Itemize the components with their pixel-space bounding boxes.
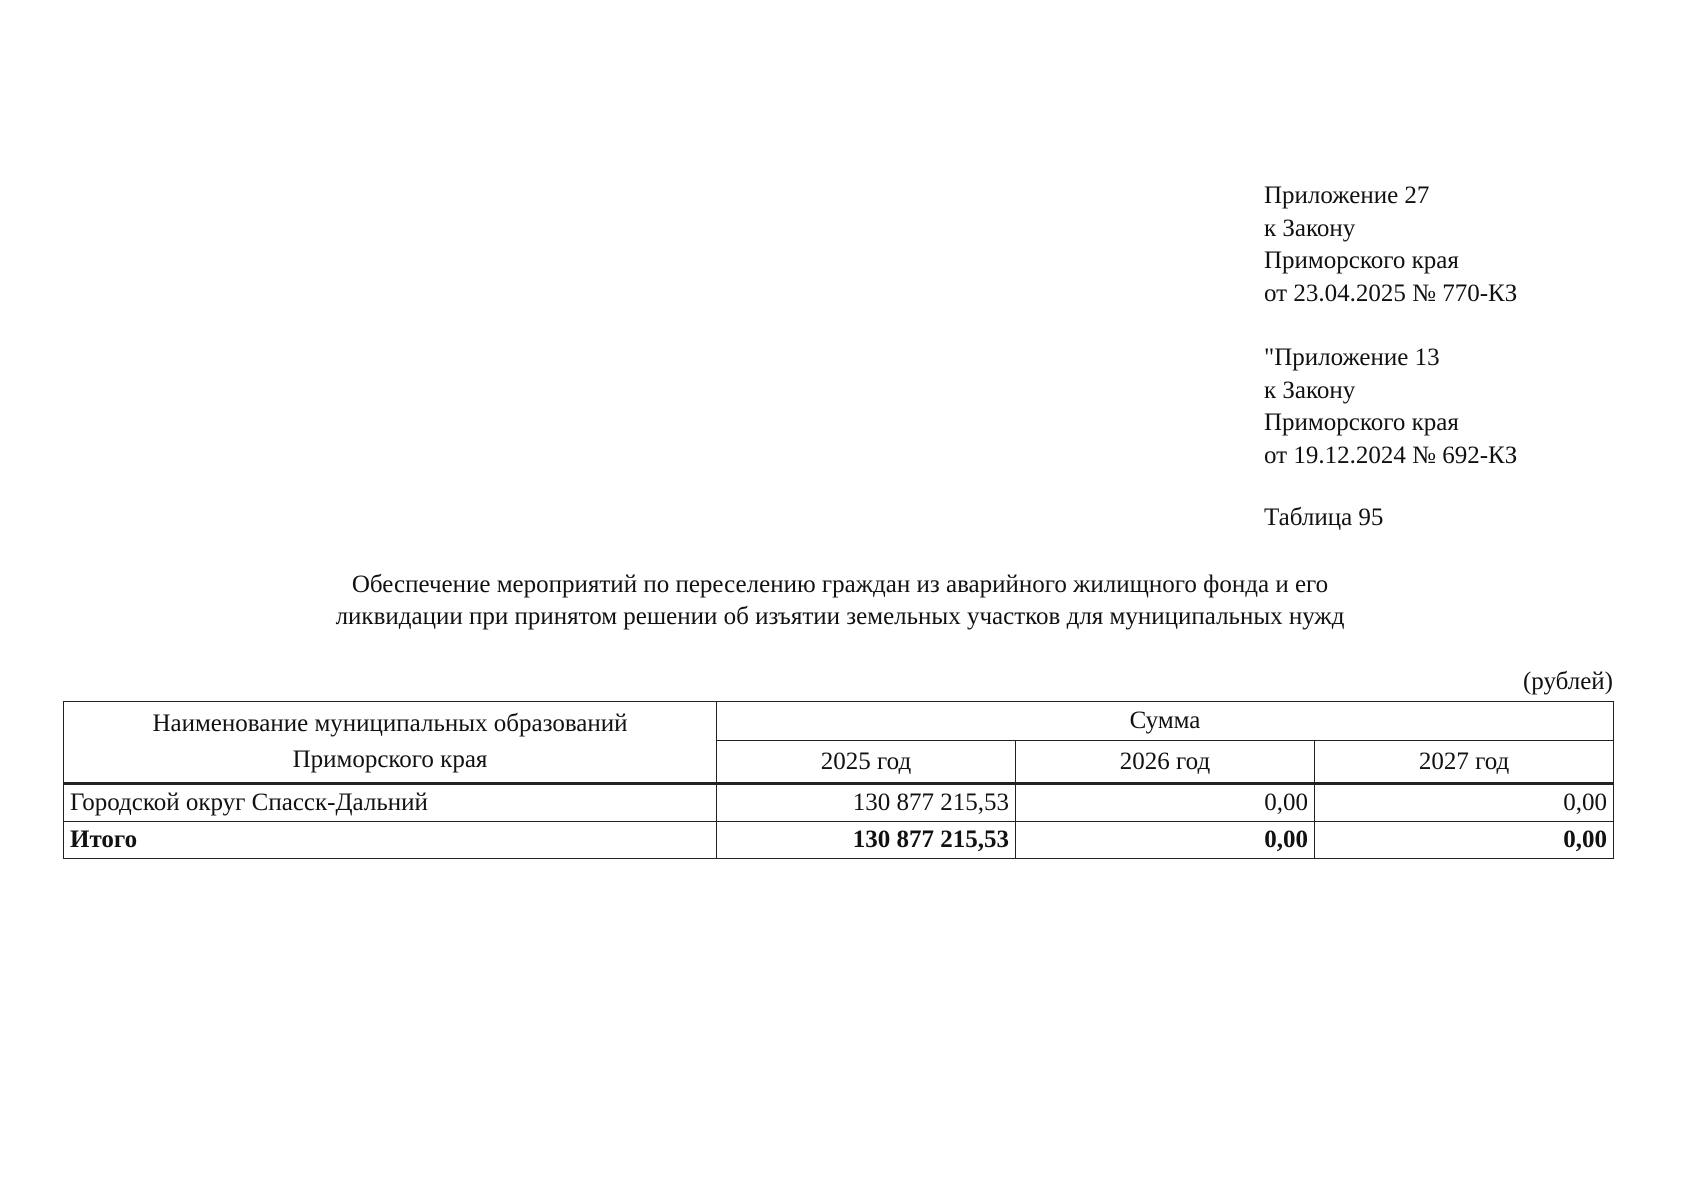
funding-table (63, 701, 1614, 859)
annex-new-line-3: Приморского края (1264, 247, 1459, 274)
document-title-line-1: Обеспечение мероприятий по переселению граждан из аварийного жилищного фонда и его (351, 571, 1329, 598)
row-municipality-name: Городской округ Спасск-Дальний (64, 784, 717, 822)
table-row (64, 784, 1614, 822)
total-value-2026: 0,00 (1016, 822, 1315, 859)
document-title-line-2: ликвидации при принятом решении об изъятии земельных участков для муниципальных нужд (335, 603, 1345, 630)
annex-new-line-2: к Закону (1264, 214, 1356, 242)
header-municipality-line-2: Приморского края (292, 746, 488, 773)
header-year-2025: 2025 год (717, 741, 1016, 784)
annex-original-reference (1264, 342, 1517, 472)
header-municipality-line-1: Наименование муниципальных образований (152, 710, 628, 737)
total-value-2027: 0,00 (1315, 822, 1614, 859)
total-label: Итого (64, 822, 717, 859)
annex-new-line-1: Приложение 27 (1264, 182, 1430, 209)
annex-original-line-2: к Закону (1264, 376, 1356, 404)
total-row (64, 822, 1614, 859)
annex-new-line-4: от 23.04.2025 № 770-КЗ (1264, 279, 1518, 307)
annex-original-line-4: от 19.12.2024 № 692-КЗ (1264, 441, 1518, 469)
header-year-2026: 2026 год (1016, 741, 1315, 784)
document-title (200, 569, 1480, 633)
annex-original-line-1: "Приложение 13 (1264, 344, 1440, 371)
header-year-2027: 2027 год (1315, 741, 1614, 784)
header-municipality (64, 702, 717, 784)
row-value-2027: 0,00 (1315, 784, 1614, 822)
annex-new-reference (1264, 180, 1517, 310)
row-value-2026: 0,00 (1016, 784, 1315, 822)
annex-original-line-3: Приморского края (1264, 409, 1459, 436)
total-value-2025: 130 877 215,53 (717, 822, 1016, 859)
row-value-2025: 130 877 215,53 (717, 784, 1016, 822)
table-number: Таблица 95 (1264, 504, 1384, 531)
header-sum: Сумма (717, 702, 1614, 741)
units-label: (рублей) (1522, 668, 1613, 695)
